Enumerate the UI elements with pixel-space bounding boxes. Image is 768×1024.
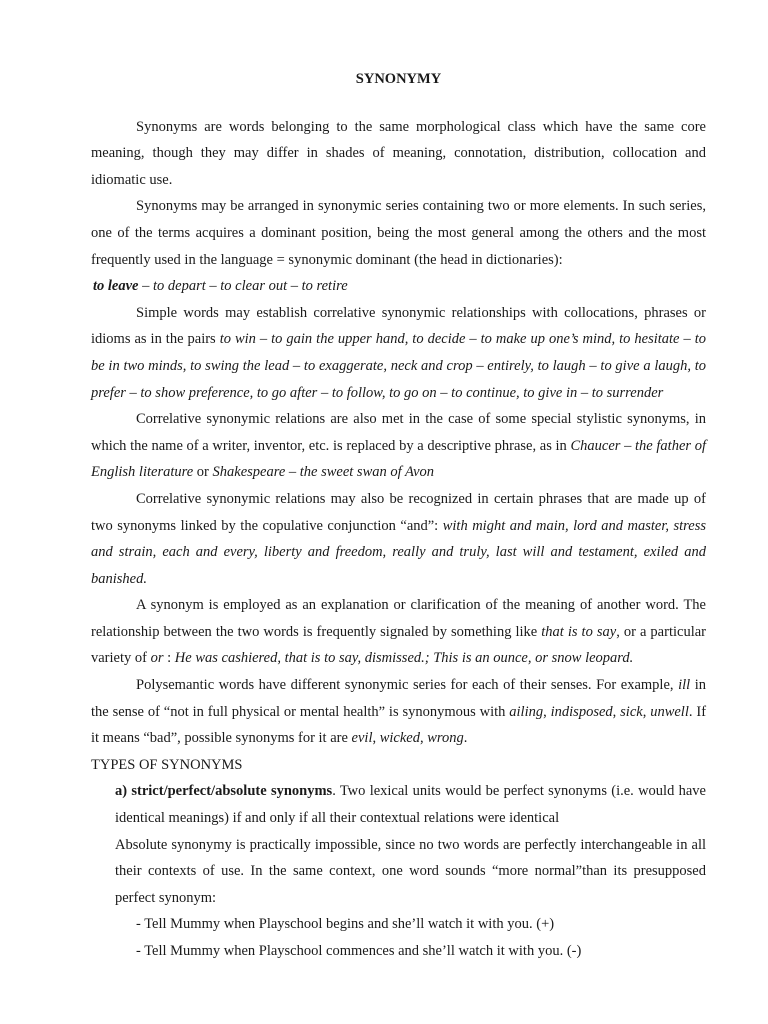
poly-word-wicked: wicked xyxy=(379,730,420,747)
explanation-text-3: : xyxy=(163,650,175,667)
paragraph-copulative xyxy=(91,486,706,592)
poly-word-wrong: wrong xyxy=(427,730,464,747)
type-a-label: a) strict/perfect/absolute synonyms xyxy=(115,783,333,800)
page-title: SYNONYMY xyxy=(355,71,442,87)
poly-text-7: , xyxy=(372,730,380,747)
paragraph-definition: Synonyms are words belonging to the same morphological class which have the same core meaning, though they may differ in shades of meaning, connotation, distribution, collocation and idiomatic use. xyxy=(91,118,706,188)
poly-text-1: Polysemantic words have different synonymic series for each of their senses. For example, xyxy=(136,677,679,694)
paragraph-stylistic-synonyms xyxy=(91,406,706,486)
dominant-word: to leave xyxy=(93,278,139,295)
poly-text-6: . If it means “bad”, possible synonyms for it are xyxy=(91,703,707,747)
example-sentence-commences: - Tell Mummy when Playschool commences and she’ll watch it with you. (-) xyxy=(136,943,582,959)
explanation-or: or xyxy=(150,650,164,667)
paragraph-explanation xyxy=(91,592,706,672)
poly-word-ill: ill xyxy=(678,677,691,694)
poly-word-sick: sick xyxy=(620,703,643,720)
explanation-examples: He was cashiered, that is to say, dismissed.; This is an ounce, or snow leopard. xyxy=(174,650,634,667)
poly-text-4: , xyxy=(612,703,621,720)
correlative-idioms-text: Simple words may establish correlative synonymic relationships with collocations, phrases or idioms as in the pairs xyxy=(91,304,706,348)
stylistic-text-1: Correlative synonymic relations are also met in the case of some special stylistic synonyms, in which the name of a writer, inventor, etc. is replaced by a descriptive phrase, as in xyxy=(91,411,706,454)
poly-text-5: , xyxy=(642,703,651,720)
stylistic-example-chaucer: Chaucer – the father of English literature xyxy=(91,437,706,481)
poly-word-evil: evil xyxy=(351,730,373,747)
correlative-idioms-examples: to win – to gain the upper hand, to decide – to make up one’s mind, to hesitate – to be in two minds, to swing the lead – to exaggerate, neck and crop – entirely, to laugh – to give a laugh, to prefer – to show preference, to go after – to follow, to go on – to continue, to give in – to surrender xyxy=(91,331,706,401)
poly-word-ailing: ailing xyxy=(509,703,544,720)
explanation-text-1: A synonym is employed as an explanation or clarification of the meaning of another word. The relationship between the two words is frequently signaled by something like xyxy=(91,597,706,640)
stylistic-example-shakespeare: Shakespeare – the sweet swan of Avon xyxy=(212,464,435,481)
document-body xyxy=(91,114,706,965)
poly-text-8: , xyxy=(420,730,428,747)
copulative-examples: with might and main, lord and master, stress and strain, each and every, liberty and freedom, really and truly, last will and testament, exiled and banished. xyxy=(91,517,706,587)
example-sentence-begins: - Tell Mummy when Playschool begins and she’ll watch it with you. (+) xyxy=(136,916,555,933)
poly-text-2: in the sense of “not in full physical or mental health” is synonymous with xyxy=(91,677,707,720)
dominant-series: – to depart – to clear out – to retire xyxy=(138,278,348,295)
copulative-text: Correlative synonymic relations may also be recognized in certain phrases that are made up of two synonyms linked by the copulative conjunction “and”: xyxy=(91,490,706,534)
paragraph-dominant-example xyxy=(91,273,706,300)
type-a-text: . Two lexical units would be perfect synonyms (i.e. would have identical meanings) if and only if all their contextual relations were identical xyxy=(115,783,706,827)
poly-word-unwell: unwell xyxy=(650,703,689,720)
paragraph-absolute-synonymy: Absolute synonymy is practically impossible, since no two words are perfectly interchangeable in all their contexts of use. In the same context, one word sounds “more normal”than its presupposed perfect synonym: xyxy=(115,836,706,906)
poly-word-indisposed: indisposed xyxy=(550,703,613,720)
explanation-that-is-to-say: that is to say xyxy=(541,623,617,640)
section-heading-types: TYPES OF SYNONYMS xyxy=(91,756,243,773)
paragraph-polysemantic xyxy=(91,672,706,752)
paragraph-correlative-idioms xyxy=(91,300,706,406)
type-a-item xyxy=(91,778,706,831)
poly-text-9: . xyxy=(463,730,468,747)
poly-text-3: , xyxy=(543,703,551,720)
stylistic-text-2: or xyxy=(193,464,213,481)
explanation-text-2: , or a particular variety of xyxy=(91,623,706,667)
paragraph-synonymic-series: Synonyms may be arranged in synonymic series containing two or more elements. In such series, one of the terms acquires a dominant position, being the most general among the others and the most frequently used in the language = synonymic dominant (the head in dictionaries): xyxy=(91,198,706,268)
